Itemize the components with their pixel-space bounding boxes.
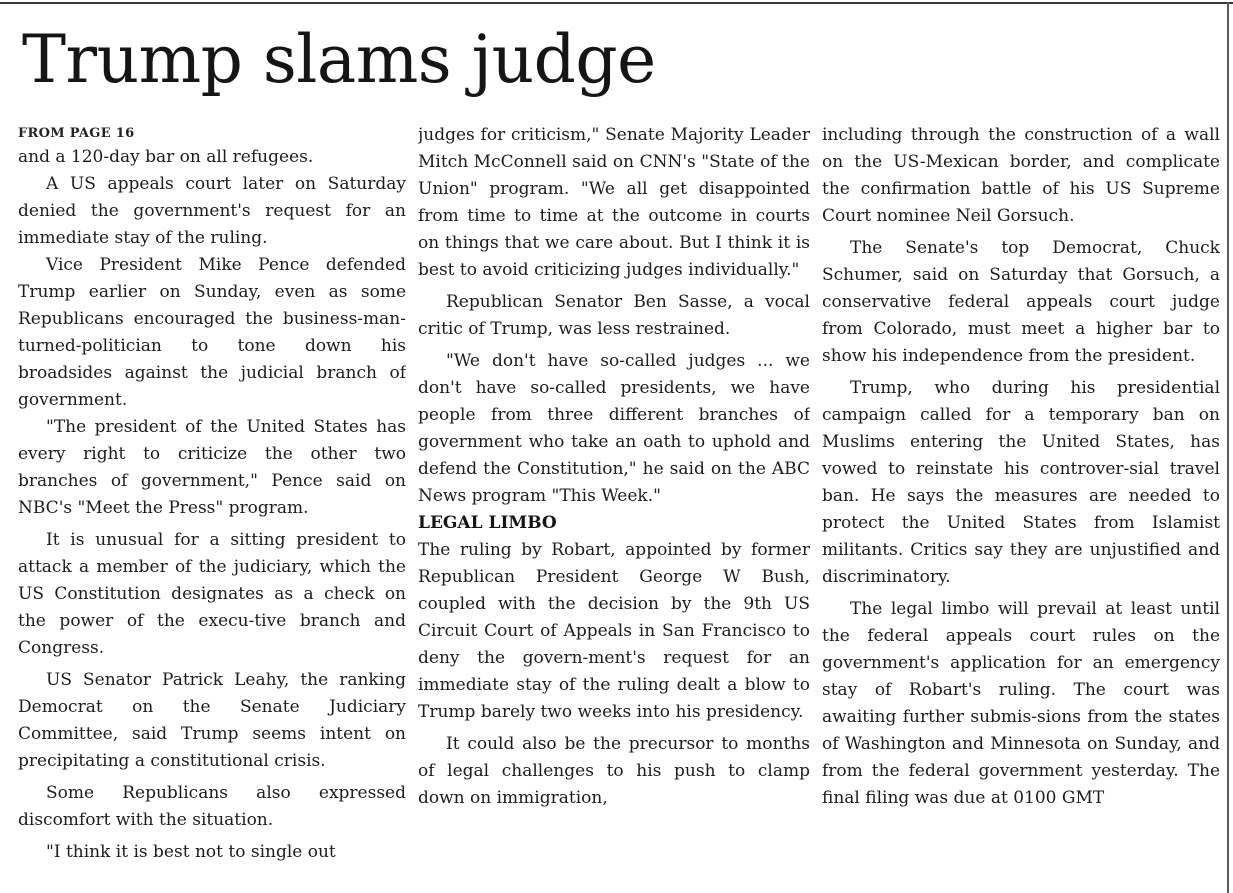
column-edge-rule: [1227, 2, 1229, 893]
paragraph: Vice President Mike Pence defended Trump earlier on Sunday, even as some Republicans encouraged the business-man-turned-politician to tone down his broadsides against the judicial branch of government.: [18, 255, 406, 410]
paragraph: It is unusual for a sitting president to attack a member of the judiciary, which the US Constitution designates as a check on the power of the execu-tive branch and Congress.: [18, 530, 406, 658]
paragraph: "We don't have so-called judges ... we don't have so-called presidents, we have people from three different branches of government who take an oath to uphold and defend the Constitution," he said on the ABC News program "This Week.": [418, 351, 810, 506]
paragraph: Some Republicans also expressed discomfort with the situation.: [18, 783, 406, 830]
paragraph: The legal limbo will prevail at least until the federal appeals court rules on the government's application for an emergency stay of Robart's ruling. The court was awaiting further submis-sions from the states of Washington and Minnesota on Sunday, and from the federal government yesterday. The final filing was due at 0100 GMT: [822, 599, 1220, 808]
article-column-2: [418, 122, 810, 893]
paragraph: It could also be the precursor to months of legal challenges to his push to clamp down on immigration,: [418, 734, 810, 808]
paragraph: "The president of the United States has every right to criticize the other two branches of government," Pence said on NBC's "Meet the Press" program.: [18, 417, 406, 518]
paragraph: Republican Senator Ben Sasse, a vocal critic of Trump, was less restrained.: [418, 292, 810, 339]
paragraph: The ruling by Robart, appointed by former Republican President George W Bush, coupled with the decision by the 9th US Circuit Court of Appeals in San Francisco to deny the govern-ment's request for an immediate stay of the ruling dealt a blow to Trump barely two weeks into his presidency.: [418, 540, 810, 722]
article-column-3: [822, 122, 1220, 893]
article-column-1: [18, 122, 406, 893]
paragraph: The Senate's top Democrat, Chuck Schumer, said on Saturday that Gorsuch, a conservative federal appeals court judge from Colorado, must meet a higher bar to show his independence from the president.: [822, 238, 1220, 366]
jump-line: FROM PAGE 16: [18, 126, 135, 141]
paragraph: A US appeals court later on Saturday denied the government's request for an immediate stay of the ruling.: [18, 174, 406, 248]
paragraph: US Senator Patrick Leahy, the ranking Democrat on the Senate Judiciary Committee, said Trump seems intent on precipitating a constitutional crisis.: [18, 670, 406, 771]
paragraph: Trump, who during his presidential campaign called for a temporary ban on Muslims entering the United States, has vowed to reinstate his controver-sial travel ban. He says the measures are needed to protect the United States from Islamist militants. Critics say they are unjustified and discriminatory.: [822, 378, 1220, 587]
section-subhead: LEGAL LIMBO: [418, 513, 557, 533]
paragraph: and a 120-day bar on all refugees.: [18, 147, 314, 167]
headline: Trump slams judge: [22, 21, 656, 98]
paragraph: including through the construction of a wall on the US-Mexican border, and complicate the confirmation battle of his US Supreme Court nominee Neil Gorsuch.: [822, 125, 1220, 226]
paragraph: "I think it is best not to single out: [46, 842, 336, 862]
top-rule: [0, 2, 1233, 4]
paragraph: judges for criticism," Senate Majority Leader Mitch McConnell said on CNN's "State of the Union" program. "We all get disappointed from time to time at the outcome in courts on things that we care about. But I think it is best to avoid criticizing judges individually.": [418, 125, 810, 280]
